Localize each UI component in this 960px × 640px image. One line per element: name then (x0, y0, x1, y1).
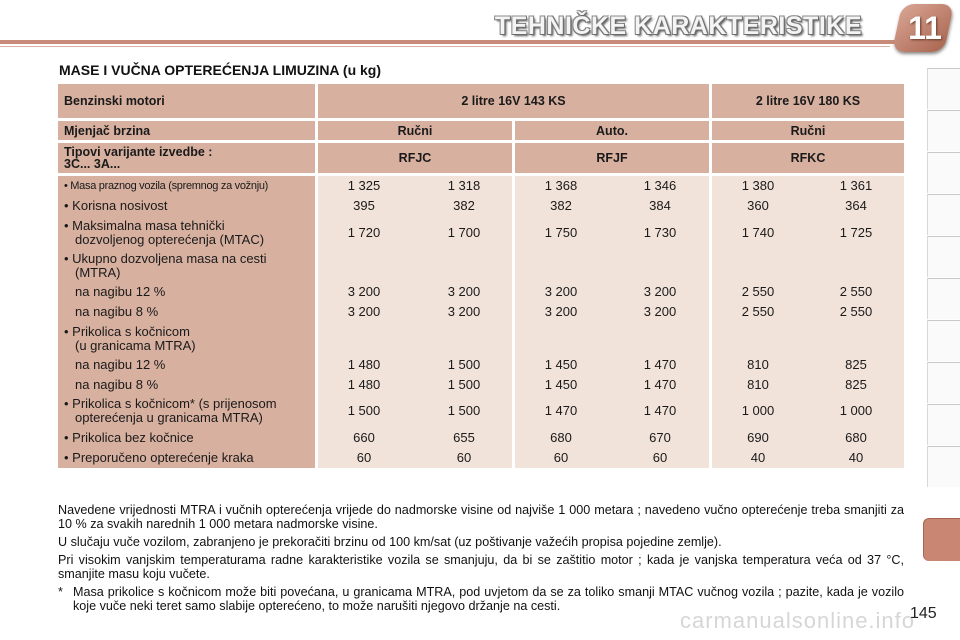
variant-1: RFJC (318, 143, 512, 173)
variant-2: RFJF (515, 143, 709, 173)
side-tab[interactable] (927, 152, 960, 193)
row-label (64, 252, 315, 280)
side-tab[interactable] (927, 404, 960, 445)
row-label-line2: (MTRA) (75, 265, 121, 280)
chapter-number: 11 (908, 10, 942, 46)
footnote-mark: * (58, 585, 63, 599)
note-paragraph: Pri visokim vanjskim temperaturama radne karakteristike vozila se smanjuju, da bi se zaštitio motor ; kada je vanjska temperatura veća od 37 °C, smanjite masu koju vučete. (58, 553, 904, 581)
cell-value: 1 500 (447, 403, 481, 418)
row-label: • Korisna nosivost (64, 198, 168, 213)
page-number: 145 (910, 605, 937, 622)
gearbox-3: Ručni (712, 121, 904, 140)
side-tab[interactable] (927, 68, 960, 109)
cell-value: 1 450 (544, 377, 578, 392)
watermark: carmanualsonline.info (680, 608, 916, 633)
footnote-text: Masa prikolice s kočnicom može biti povećana, u granicama MTRA, pod uvjetom da se za toliko smanji MTAC vučnog vozila ; pazite, kada je vozilo koje vuče neki teret samo slabije opterećeno, to može narušiti njegovo držanje na cesti. (73, 585, 904, 613)
cell-value: 825 (845, 377, 867, 392)
row-label-line1: • Maksimalna masa tehnički (64, 218, 225, 233)
cell-value: 1 346 (643, 178, 677, 193)
cell-value: 1 500 (447, 357, 481, 372)
cell-value: 1 000 (839, 403, 873, 418)
cell-value: 1 480 (347, 357, 381, 372)
cell-value: 3 200 (643, 304, 677, 319)
row-label-line2: dozvoljenog opterećenja (MTAC) (75, 232, 265, 247)
cell-value: 2 550 (839, 284, 873, 299)
cell-value: 1 500 (447, 377, 481, 392)
header-engine-2: 2 litre 16V 180 KS (712, 84, 904, 118)
cell-value: 360 (747, 198, 769, 213)
row-label-line1: • Prikolica s kočnicom* (s prijenosom (64, 396, 277, 411)
row-label: • Masa praznog vozila (spremnog za vožnju) (64, 180, 269, 192)
cell-value: 2 550 (839, 304, 873, 319)
cell-value: 1 480 (347, 377, 381, 392)
row-label-line1: • Ukupno dozvoljena masa na cesti (64, 251, 267, 266)
cell-value: 660 (353, 430, 375, 445)
note-paragraph: Navedene vrijednosti MTRA i vučnih opterećenja vrijede do nadmorske visine od najviše 1 000 metara ; navedeno vučno opterećenje treba smanjiti za 10 % za svakih narednih 1 000 metara nadmorske visine. (58, 503, 904, 531)
cell-value: 680 (845, 430, 867, 445)
cell-value: 384 (649, 198, 671, 213)
cell-value: 395 (353, 198, 375, 213)
cell-value: 810 (747, 357, 769, 372)
cell-value: 1 470 (643, 357, 677, 372)
variant-label (58, 143, 315, 173)
cell-value: 810 (747, 377, 769, 392)
side-tab[interactable] (927, 320, 960, 361)
cell-value: 1 750 (544, 225, 578, 240)
variant-label-line1: Tipovi varijante izvedbe : (64, 145, 213, 159)
cell-value: 825 (845, 357, 867, 372)
row-label-line1: • Prikolica s kočnicom (64, 324, 190, 339)
header-rule-thin (0, 46, 890, 47)
row-label (64, 325, 315, 353)
cell-value: 60 (356, 450, 372, 465)
header-engine-1: 2 litre 16V 143 KS (318, 84, 709, 118)
side-tab[interactable] (927, 278, 960, 319)
cell-value: 364 (845, 198, 867, 213)
side-tab[interactable] (927, 236, 960, 277)
variant-label-line2: 3C... 3A... (64, 157, 121, 171)
row-label-line2: opterećenja u granicama MTRA) (75, 410, 263, 425)
cell-value: 3 200 (544, 304, 578, 319)
row-label-line2: (u granicama MTRA) (75, 338, 196, 353)
cell-value: 680 (550, 430, 572, 445)
cell-value: 3 200 (447, 304, 481, 319)
cell-value: 1 700 (447, 225, 481, 240)
cell-value: 1 470 (643, 377, 677, 392)
header-label: Benzinski motori (58, 84, 315, 118)
chapter-side-tabs (927, 68, 960, 538)
row-label: • Preporučeno opterećenje kraka (64, 450, 254, 465)
section-title: MASE I VUČNA OPTEREĆENJA LIMUZINA (u kg) (59, 62, 382, 78)
cell-value: 3 200 (544, 284, 578, 299)
row-label (64, 397, 315, 425)
page-header-title: TEHNIČKE KARAKTERISTIKE (494, 12, 862, 40)
table-data-area (318, 176, 904, 468)
column-separator (512, 176, 515, 468)
cell-value: 1 368 (544, 178, 578, 193)
cell-value: 1 730 (643, 225, 677, 240)
row-label: • Prikolica bez kočnice (64, 430, 194, 445)
side-tab[interactable] (927, 446, 960, 487)
cell-value: 1 000 (741, 403, 775, 418)
side-tab[interactable] (927, 194, 960, 235)
column-separator (709, 176, 712, 468)
cell-value: 655 (453, 430, 475, 445)
cell-value: 1 725 (839, 225, 873, 240)
cell-value: 1 361 (839, 178, 873, 193)
header-label: Mjenjač brzina (58, 121, 315, 140)
notes-block (58, 503, 904, 617)
row-label: na nagibu 12 % (75, 357, 166, 372)
cell-value: 40 (750, 450, 766, 465)
cell-value: 1 380 (741, 178, 775, 193)
cell-value: 1 450 (544, 357, 578, 372)
cell-value: 60 (652, 450, 668, 465)
row-label: na nagibu 12 % (75, 284, 166, 299)
cell-value: 3 200 (643, 284, 677, 299)
cell-value: 60 (456, 450, 472, 465)
cell-value: 1 325 (347, 178, 381, 193)
cell-value: 382 (453, 198, 475, 213)
cell-value: 1 500 (347, 403, 381, 418)
row-label (64, 219, 315, 247)
gearbox-2: Auto. (515, 121, 709, 140)
cell-value: 3 200 (447, 284, 481, 299)
cell-value: 1 318 (447, 178, 481, 193)
cell-value: 382 (550, 198, 572, 213)
row-label: na nagibu 8 % (75, 377, 159, 392)
cell-value: 1 740 (741, 225, 775, 240)
cell-value: 670 (649, 430, 671, 445)
cell-value: 60 (553, 450, 569, 465)
variant-3: RFKC (712, 143, 904, 173)
side-tab-active[interactable] (923, 518, 960, 561)
note-paragraph: U slučaju vuče vozilom, zabranjeno je prekoračiti brzinu od 100 km/sat (uz poštivanje važećih propisa pojedine zemlje). (58, 535, 722, 549)
cell-value: 1 470 (643, 403, 677, 418)
cell-value: 3 200 (347, 284, 381, 299)
cell-value: 1 720 (347, 225, 381, 240)
cell-value: 40 (848, 450, 864, 465)
row-label: na nagibu 8 % (75, 304, 159, 319)
cell-value: 2 550 (741, 284, 775, 299)
cell-value: 690 (747, 430, 769, 445)
side-tab[interactable] (927, 110, 960, 151)
side-tab[interactable] (927, 362, 960, 403)
cell-value: 1 470 (544, 403, 578, 418)
gearbox-1: Ručni (318, 121, 512, 140)
cell-value: 2 550 (741, 304, 775, 319)
cell-value: 3 200 (347, 304, 381, 319)
